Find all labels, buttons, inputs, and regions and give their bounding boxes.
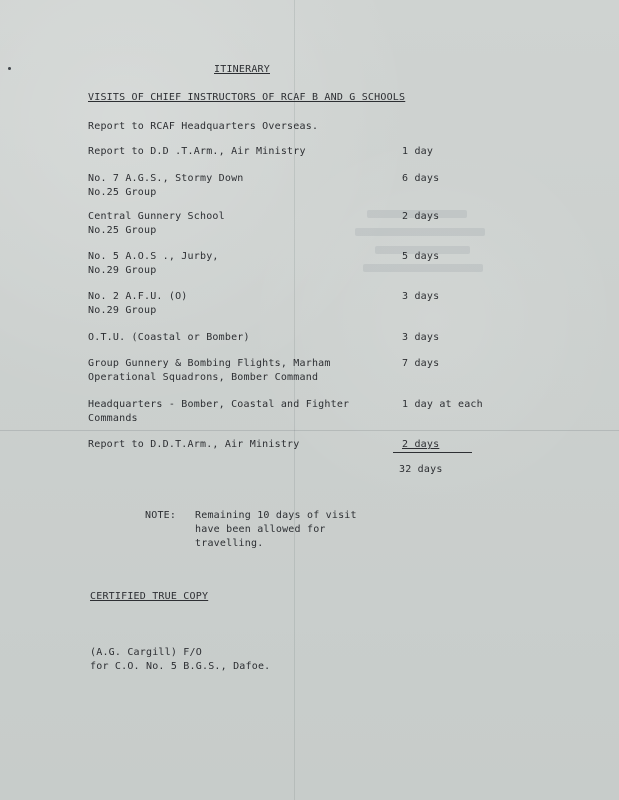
itinerary-row-4-left-line-1: No. 5 A.O.S ., Jurby, <box>88 251 219 262</box>
itinerary-row-8-left-line-1: Headquarters - Bomber, Coastal and Fighter <box>88 399 350 410</box>
certified-true-copy: CERTIFIED TRUE COPY <box>90 591 209 602</box>
signature-line-2: for C.O. No. 5 B.G.S., Dafoe. <box>90 661 271 672</box>
itinerary-row-2-left-line-1: No. 7 A.G.S., Stormy Down <box>88 173 244 184</box>
itinerary-row-8-right: 1 day at each <box>402 399 483 410</box>
itinerary-row-1-left: Report to D.D .T.Arm., Air Ministry <box>88 146 306 157</box>
itinerary-row-9-right: 2 days <box>402 439 440 450</box>
itinerary-row-5-left-line-2: No.29 Group <box>88 305 157 316</box>
total-days: 32 days <box>399 464 443 475</box>
itinerary-row-2-right: 6 days <box>402 173 440 184</box>
itinerary-row-5-left-line-1: No. 2 A.F.U. (O) <box>88 291 188 302</box>
horizontal-fold-line <box>0 430 619 431</box>
itinerary-row-5-right: 3 days <box>402 291 440 302</box>
itinerary-row-6-left: O.T.U. (Coastal or Bomber) <box>88 332 250 343</box>
signature-line-1: (A.G. Cargill) F/O <box>90 647 202 658</box>
itinerary-row-1-right: 1 day <box>402 146 434 157</box>
document-title: ITINERARY <box>214 64 270 75</box>
total-underline <box>393 452 472 453</box>
note-label: NOTE: <box>145 510 177 521</box>
note-line-3: travelling. <box>195 538 264 549</box>
itinerary-row-7-left-line-2: Operational Squadrons, Bomber Command <box>88 372 319 383</box>
itinerary-row-4-left-line-2: No.29 Group <box>88 265 157 276</box>
itinerary-row-3-right: 2 days <box>402 211 440 222</box>
intro-line: Report to RCAF Headquarters Overseas. <box>88 121 319 132</box>
itinerary-row-4-right: 5 days <box>402 251 440 262</box>
itinerary-row-3-left-line-1: Central Gunnery School <box>88 211 225 222</box>
note-line-1: Remaining 10 days of visit <box>195 510 357 521</box>
itinerary-row-8-left-line-2: Commands <box>88 413 138 424</box>
note-line-2: have been allowed for <box>195 524 326 535</box>
itinerary-row-3-left-line-2: No.25 Group <box>88 225 157 236</box>
itinerary-row-2-left-line-2: No.25 Group <box>88 187 157 198</box>
itinerary-row-7-left-line-1: Group Gunnery & Bombing Flights, Marham <box>88 358 331 369</box>
itinerary-row-7-right: 7 days <box>402 358 440 369</box>
document-subtitle: VISITS OF CHIEF INSTRUCTORS OF RCAF B AND G SCHOOLS <box>88 92 406 103</box>
itinerary-row-9-left: Report to D.D.T.Arm., Air Ministry <box>88 439 300 450</box>
paper-mark <box>8 67 11 70</box>
itinerary-row-6-right: 3 days <box>402 332 440 343</box>
